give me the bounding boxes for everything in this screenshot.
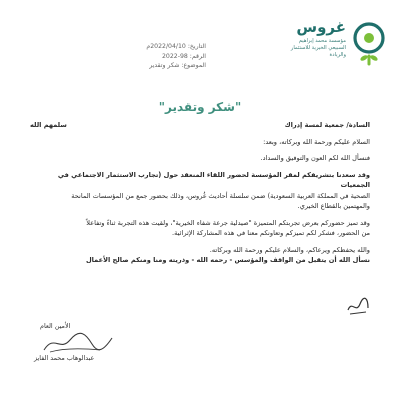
paragraph-1: فنسأل الله لكم العون والتوفيق والسداد. bbox=[260, 154, 370, 163]
brand-subtitle-line1: مؤسسة محمد إبراهيم bbox=[298, 38, 346, 44]
letter-title: "شكر وتقدير" bbox=[158, 100, 242, 114]
recipient-row bbox=[30, 120, 370, 131]
brand-logo bbox=[276, 14, 386, 70]
recipient-name: السادة/ جمعية لمسة إدراك bbox=[284, 121, 370, 129]
brand-subtitle-line2: السبيعي الخيرية للاستثمار والريادة bbox=[290, 45, 346, 59]
paragraph-2-line-3: والمهتمين بالقطاع الخيري. bbox=[297, 202, 370, 211]
paragraph-3-line-2: من الحضور، فشكر لكم تميزكم وتعاونكم معنا في هذه المشاركة الإثرائية. bbox=[172, 229, 370, 238]
letter-number: الرقم: 98-2022 bbox=[161, 52, 206, 60]
paragraph-2-line-1: وقد سعدنا بتشريفكم لمقر المؤسسة لحضور اللقاء المنعقد حول (تجارب الاستثمار الاجتماعي في الجمعيات bbox=[57, 170, 370, 190]
paragraph-2-line-2: الصحية في المملكة العربية السعودية) ضمن سلسلة أحاديث غُروس، وذلك بحضور جمع من المؤسسات المانحة bbox=[71, 191, 370, 200]
signatory-title: الأمين العام bbox=[40, 322, 71, 330]
brand-text bbox=[276, 20, 346, 59]
letter-subject: الموضوع: شكر وتقدير bbox=[149, 62, 206, 70]
signatory-name: عبدالوهاب محمد الفايز bbox=[34, 354, 95, 362]
paragraph-4: والله يحفظكم ويرعاكم، والسلام عليكم ورحمة الله وبركاته. bbox=[209, 245, 370, 254]
initials-signature-icon bbox=[344, 292, 372, 320]
letter-meta bbox=[86, 42, 206, 71]
handwritten-signature-icon bbox=[40, 330, 116, 356]
brand-name: غروس bbox=[296, 18, 346, 36]
letter-body bbox=[30, 120, 370, 266]
paragraph-3-line-1: وقد تميز حضوركم بعرض تجربتكم المتميزة "صيدلية جرعة شفاء الخيرية"، ولقيت هذه التجربة ثناءً وتفاعلاً bbox=[86, 218, 370, 227]
sprout-logo-icon bbox=[352, 18, 386, 66]
paragraph-5: نسأل الله أن يتقبل من الواقف والمؤسس - رحمه الله - وذريته ومنا ومنكم صالح الأعمال bbox=[85, 256, 370, 265]
letter-date: التاريخ: 2022/04/10م bbox=[146, 43, 206, 50]
greeting-line: السلام عليكم ورحمة الله وبركاته، وبعد: bbox=[263, 137, 370, 146]
recipient-greeting: سلمهم الله bbox=[30, 121, 67, 129]
